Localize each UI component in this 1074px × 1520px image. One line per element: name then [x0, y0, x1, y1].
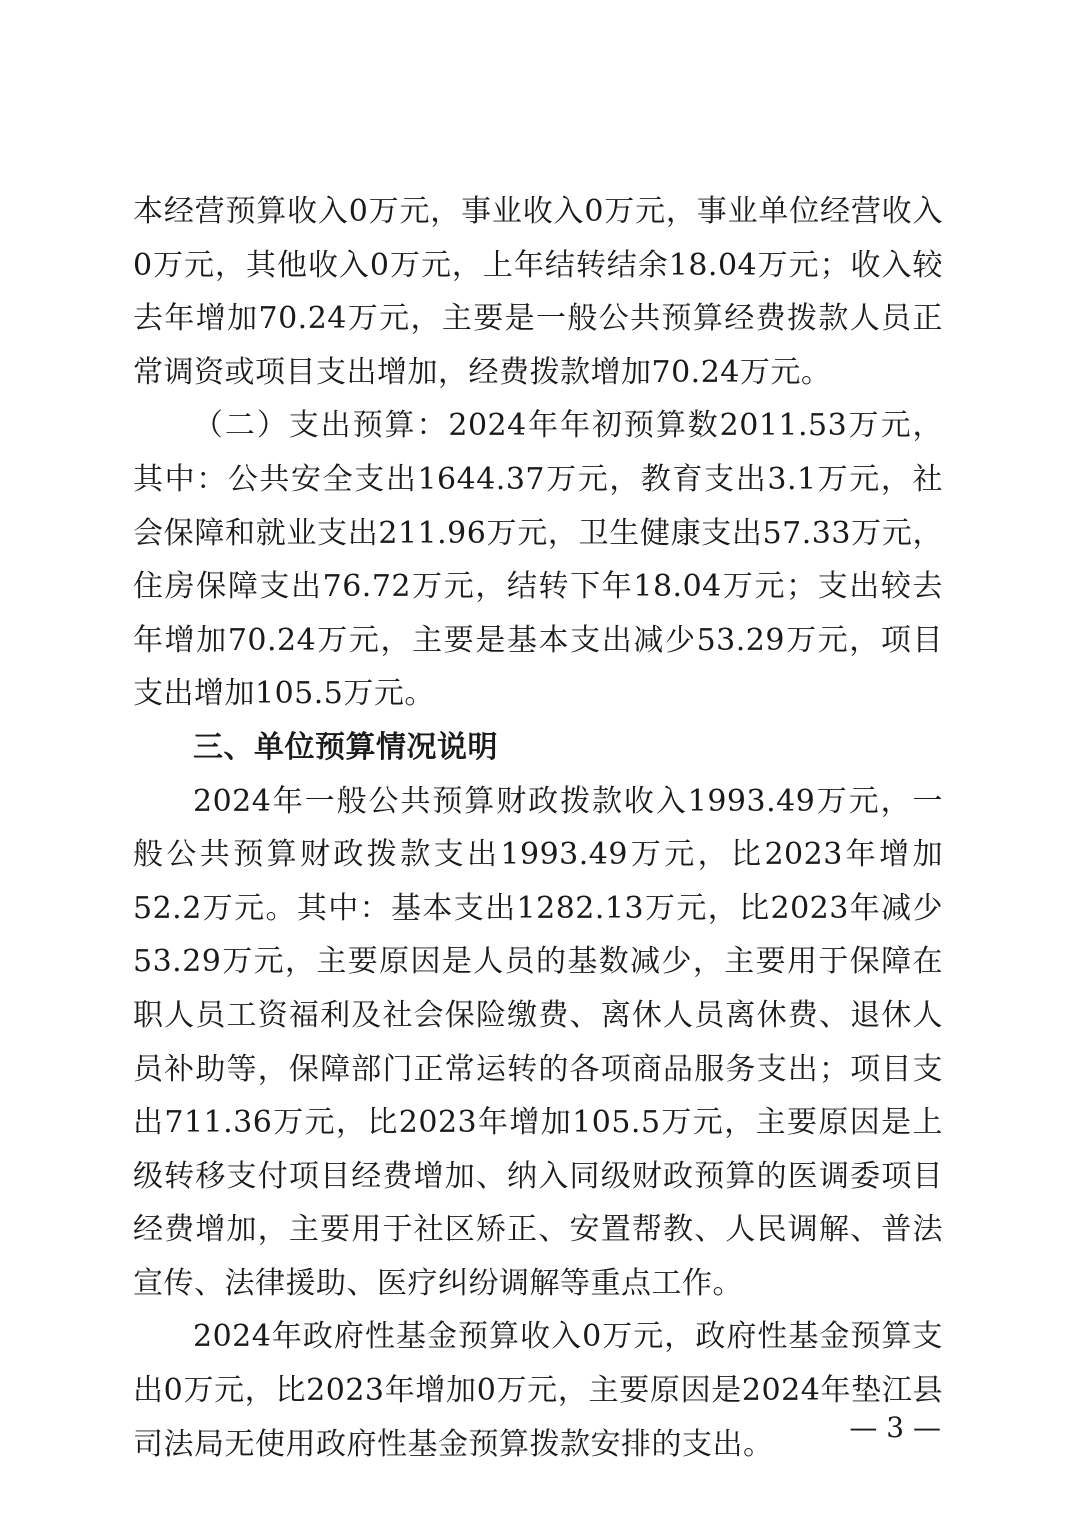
- section-heading: 三、单位预算情况说明: [193, 729, 498, 765]
- paragraph-general-public-budget: 2024年一般公共预算财政拨款收入1993.49万元，一般公共预算财政拨款支出1993.49万元，比2023年增加52.2万元。其中：基本支出1282.13万元，比2023年减少53.29万元，主要原因是人员的基数减少，主要用于保障在职人员工资福利及社会保险缴费、离休人员离休费、退休人员补助等，保障部门正常运转的各项商品服务支出；项目支出711.36万元，比2023年增加105.5万元，主要原因是上级转移支付项目经费增加、纳入同级财政预算的医调委项目经费增加，主要用于社区矫正、安置帮教、人民调解、普法宣传、法律援助、医疗纠纷调解等重点工作。: [133, 783, 943, 1301]
- paragraph-government-fund-budget: 2024年政府性基金预算收入0万元，政府性基金预算支出0万元，比2023年增加0万元，主要原因是2024年垫江县司法局无使用政府性基金预算拨款安排的支出。: [133, 1319, 943, 1462]
- document-body: [133, 185, 943, 1471]
- page-number: — 3 —: [849, 1411, 941, 1444]
- paragraph-income-continuation: 本经营预算收入0万元，事业收入0万元，事业单位经营收入0万元，其他收入0万元，上年结转结余18.04万元；收入较去年增加70.24万元，主要是一般公共预算经费拨款人员正常调资或项目支出增加，经费拨款增加70.24万元。: [133, 194, 943, 390]
- paragraph-expenditure-budget: （二）支出预算：2024年年初预算数2011.53万元，其中：公共安全支出1644.37万元，教育支出3.1万元，社会保障和就业支出211.96万元，卫生健康支出57.33万元，住房保障支出76.72万元，结转下年18.04万元；支出较去年增加70.24万元，主要是基本支出减少53.29万元，项目支出增加105.5万元。: [133, 408, 943, 712]
